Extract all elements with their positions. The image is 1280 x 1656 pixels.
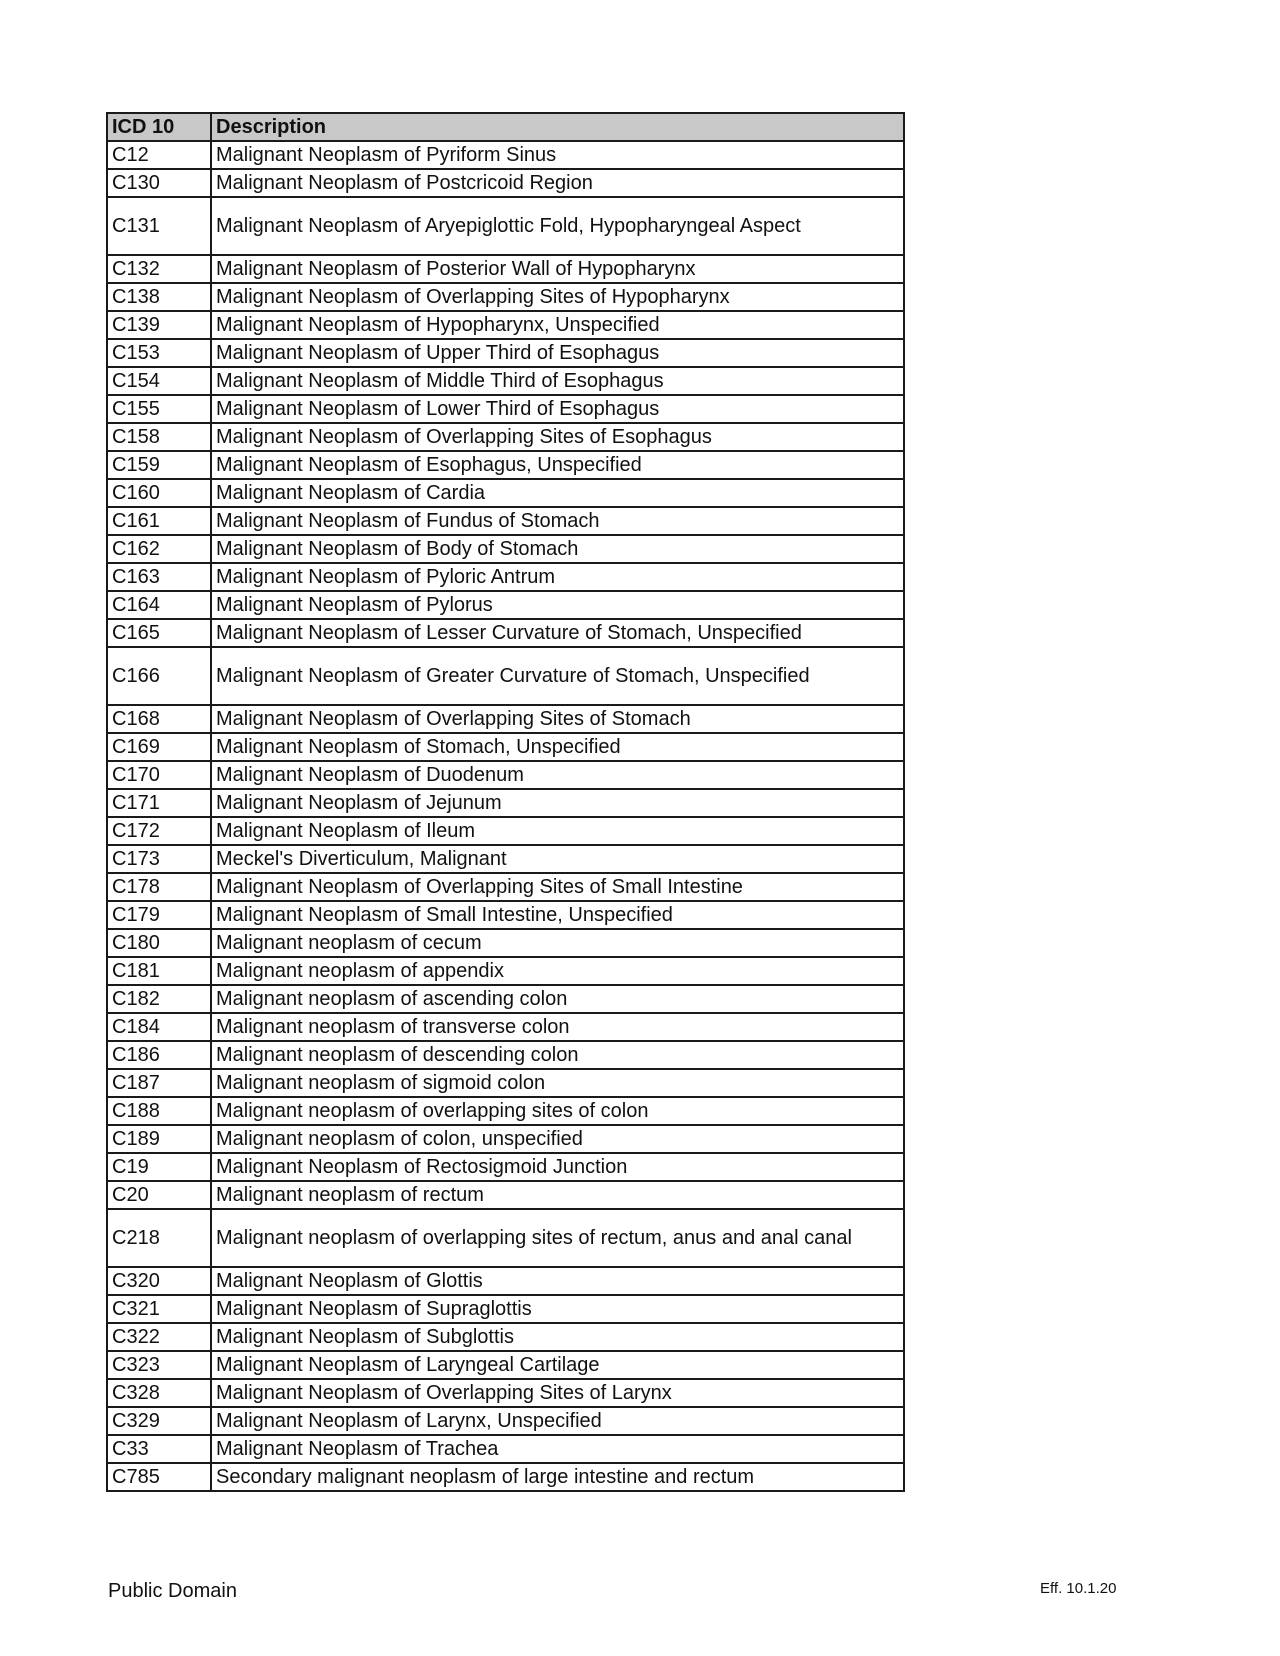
icd-code-cell: C132 — [107, 255, 211, 283]
icd-code-sheet — [106, 112, 903, 1492]
table-row — [107, 367, 904, 395]
icd-code-cell: C323 — [107, 1351, 211, 1379]
description-cell: Malignant Neoplasm of Overlapping Sites of Small Intestine — [211, 873, 904, 901]
table-row — [107, 845, 904, 873]
description-cell: Malignant Neoplasm of Overlapping Sites of Larynx — [211, 1379, 904, 1407]
description-cell: Malignant Neoplasm of Overlapping Sites of Esophagus — [211, 423, 904, 451]
table-row — [107, 1013, 904, 1041]
description-cell: Malignant Neoplasm of Fundus of Stomach — [211, 507, 904, 535]
description-cell: Malignant neoplasm of cecum — [211, 929, 904, 957]
description-cell: Malignant neoplasm of sigmoid colon — [211, 1069, 904, 1097]
icd-code-cell: C329 — [107, 1407, 211, 1435]
header-row — [107, 113, 904, 141]
icd-code-cell: C785 — [107, 1463, 211, 1491]
description-cell: Malignant Neoplasm of Larynx, Unspecified — [211, 1407, 904, 1435]
description-cell: Malignant Neoplasm of Overlapping Sites of Stomach — [211, 705, 904, 733]
table-row — [107, 1209, 904, 1267]
icd-code-cell: C181 — [107, 957, 211, 985]
icd-code-cell: C20 — [107, 1181, 211, 1209]
table-row — [107, 1097, 904, 1125]
table-row — [107, 451, 904, 479]
icd-code-cell: C171 — [107, 789, 211, 817]
table-row — [107, 1069, 904, 1097]
description-cell: Malignant Neoplasm of Posterior Wall of Hypopharynx — [211, 255, 904, 283]
description-cell: Malignant Neoplasm of Duodenum — [211, 761, 904, 789]
table-row — [107, 1407, 904, 1435]
table-body — [107, 141, 904, 1491]
table-row — [107, 957, 904, 985]
table-row — [107, 647, 904, 705]
header-description: Description — [211, 113, 904, 141]
icd-code-cell: C321 — [107, 1295, 211, 1323]
table-row — [107, 507, 904, 535]
icd-code-cell: C160 — [107, 479, 211, 507]
table-row — [107, 1379, 904, 1407]
icd-code-cell: C153 — [107, 339, 211, 367]
description-cell: Malignant Neoplasm of Aryepiglottic Fold, Hypopharyngeal Aspect — [211, 197, 904, 255]
icd-code-cell: C168 — [107, 705, 211, 733]
table-row — [107, 283, 904, 311]
description-cell: Malignant Neoplasm of Hypopharynx, Unspecified — [211, 311, 904, 339]
icd-code-cell: C33 — [107, 1435, 211, 1463]
table-row — [107, 563, 904, 591]
icd-code-cell: C218 — [107, 1209, 211, 1267]
icd-code-cell: C154 — [107, 367, 211, 395]
table-row — [107, 535, 904, 563]
description-cell: Malignant Neoplasm of Postcricoid Region — [211, 169, 904, 197]
icd-code-cell: C159 — [107, 451, 211, 479]
description-cell: Malignant Neoplasm of Trachea — [211, 1435, 904, 1463]
table-row — [107, 479, 904, 507]
icd-code-cell: C165 — [107, 619, 211, 647]
icd-code-table — [106, 112, 905, 1492]
icd-code-cell: C164 — [107, 591, 211, 619]
description-cell: Malignant Neoplasm of Laryngeal Cartilage — [211, 1351, 904, 1379]
description-cell: Malignant neoplasm of ascending colon — [211, 985, 904, 1013]
icd-code-cell: C182 — [107, 985, 211, 1013]
table-row — [107, 197, 904, 255]
description-cell: Malignant Neoplasm of Overlapping Sites of Hypopharynx — [211, 283, 904, 311]
description-cell: Malignant Neoplasm of Pyriform Sinus — [211, 141, 904, 169]
table-row — [107, 255, 904, 283]
description-cell: Malignant neoplasm of overlapping sites of colon — [211, 1097, 904, 1125]
description-cell: Malignant Neoplasm of Body of Stomach — [211, 535, 904, 563]
icd-code-cell: C186 — [107, 1041, 211, 1069]
table-row — [107, 591, 904, 619]
icd-code-cell: C188 — [107, 1097, 211, 1125]
table-row — [107, 1153, 904, 1181]
description-cell: Malignant neoplasm of colon, unspecified — [211, 1125, 904, 1153]
icd-code-cell: C170 — [107, 761, 211, 789]
table-row — [107, 339, 904, 367]
table-row — [107, 1041, 904, 1069]
description-cell: Malignant neoplasm of transverse colon — [211, 1013, 904, 1041]
description-cell: Malignant Neoplasm of Lesser Curvature of Stomach, Unspecified — [211, 619, 904, 647]
icd-code-cell: C180 — [107, 929, 211, 957]
icd-code-cell: C161 — [107, 507, 211, 535]
icd-code-cell: C139 — [107, 311, 211, 339]
icd-code-cell: C322 — [107, 1323, 211, 1351]
description-cell: Malignant Neoplasm of Small Intestine, Unspecified — [211, 901, 904, 929]
description-cell: Meckel's Diverticulum, Malignant — [211, 845, 904, 873]
table-row — [107, 1463, 904, 1491]
description-cell: Malignant Neoplasm of Ileum — [211, 817, 904, 845]
icd-code-cell: C131 — [107, 197, 211, 255]
description-cell: Malignant Neoplasm of Pyloric Antrum — [211, 563, 904, 591]
table-row — [107, 141, 904, 169]
table-row — [107, 929, 904, 957]
table-row — [107, 733, 904, 761]
icd-code-cell: C173 — [107, 845, 211, 873]
description-cell: Malignant Neoplasm of Cardia — [211, 479, 904, 507]
description-cell: Malignant Neoplasm of Esophagus, Unspecified — [211, 451, 904, 479]
footer-public-domain: Public Domain — [108, 1580, 237, 1602]
icd-code-cell: C179 — [107, 901, 211, 929]
description-cell: Secondary malignant neoplasm of large intestine and rectum — [211, 1463, 904, 1491]
icd-code-cell: C155 — [107, 395, 211, 423]
description-cell: Malignant Neoplasm of Greater Curvature of Stomach, Unspecified — [211, 647, 904, 705]
description-cell: Malignant neoplasm of descending colon — [211, 1041, 904, 1069]
table-row — [107, 423, 904, 451]
footer-effective-date: Eff. 10.1.20 — [1040, 1580, 1117, 1597]
icd-code-cell: C187 — [107, 1069, 211, 1097]
description-cell: Malignant Neoplasm of Glottis — [211, 1267, 904, 1295]
icd-code-cell: C166 — [107, 647, 211, 705]
table-row — [107, 311, 904, 339]
description-cell: Malignant Neoplasm of Jejunum — [211, 789, 904, 817]
table-row — [107, 789, 904, 817]
table-row — [107, 395, 904, 423]
table-header — [107, 113, 904, 141]
table-row — [107, 761, 904, 789]
icd-code-cell: C12 — [107, 141, 211, 169]
table-row — [107, 169, 904, 197]
description-cell: Malignant Neoplasm of Supraglottis — [211, 1295, 904, 1323]
icd-code-cell: C158 — [107, 423, 211, 451]
icd-code-cell: C162 — [107, 535, 211, 563]
table-row — [107, 619, 904, 647]
icd-code-cell: C172 — [107, 817, 211, 845]
icd-code-cell: C178 — [107, 873, 211, 901]
icd-code-cell: C138 — [107, 283, 211, 311]
table-row — [107, 1323, 904, 1351]
table-row — [107, 817, 904, 845]
table-row — [107, 1125, 904, 1153]
icd-code-cell: C328 — [107, 1379, 211, 1407]
icd-code-cell: C189 — [107, 1125, 211, 1153]
table-row — [107, 873, 904, 901]
description-cell: Malignant Neoplasm of Stomach, Unspecified — [211, 733, 904, 761]
icd-code-cell: C184 — [107, 1013, 211, 1041]
description-cell: Malignant Neoplasm of Upper Third of Esophagus — [211, 339, 904, 367]
description-cell: Malignant neoplasm of overlapping sites of rectum, anus and anal canal — [211, 1209, 904, 1267]
table-row — [107, 705, 904, 733]
table-row — [107, 1267, 904, 1295]
header-icd-code: ICD 10 — [107, 113, 211, 141]
icd-code-cell: C130 — [107, 169, 211, 197]
description-cell: Malignant Neoplasm of Pylorus — [211, 591, 904, 619]
table-row — [107, 1295, 904, 1323]
table-row — [107, 901, 904, 929]
icd-code-cell: C163 — [107, 563, 211, 591]
table-row — [107, 1181, 904, 1209]
description-cell: Malignant Neoplasm of Subglottis — [211, 1323, 904, 1351]
table-row — [107, 1435, 904, 1463]
icd-code-cell: C320 — [107, 1267, 211, 1295]
icd-code-cell: C19 — [107, 1153, 211, 1181]
description-cell: Malignant Neoplasm of Middle Third of Esophagus — [211, 367, 904, 395]
table-row — [107, 985, 904, 1013]
description-cell: Malignant neoplasm of rectum — [211, 1181, 904, 1209]
description-cell: Malignant Neoplasm of Rectosigmoid Junction — [211, 1153, 904, 1181]
description-cell: Malignant Neoplasm of Lower Third of Esophagus — [211, 395, 904, 423]
icd-code-cell: C169 — [107, 733, 211, 761]
description-cell: Malignant neoplasm of appendix — [211, 957, 904, 985]
table-row — [107, 1351, 904, 1379]
